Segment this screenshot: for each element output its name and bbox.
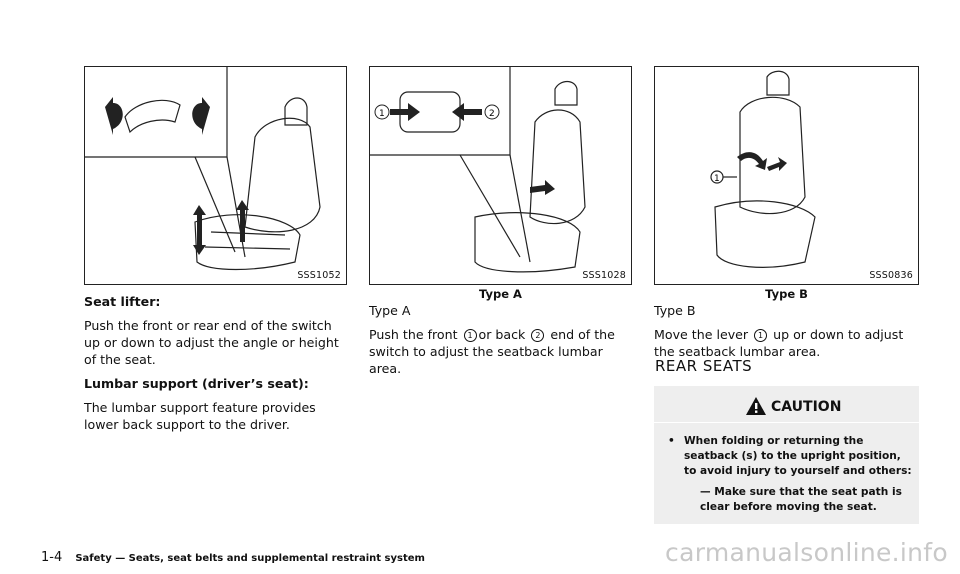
bullet-text: When folding or returning the seatback (s) to the upright position, to avoid injury to yourself and others: [684,435,912,477]
figure-code: SSS0836 [869,270,913,281]
marker-1: 1 [754,329,767,342]
bullet-item [668,434,912,479]
lumbar-text: The lumbar support feature provides lower back support to the driver. [84,400,316,432]
figure-code: SSS1052 [297,270,341,281]
seat-lifter-heading: Seat lifter: [84,294,161,309]
instruction-part: end of the switch to adjust the seatback lumbar area. [369,327,615,376]
figure-lumbar-type-b [654,66,919,285]
column-1-text [84,293,350,440]
lumbar-type-a-illustration [370,67,632,285]
type-a-instructions [369,326,635,377]
section-heading: REAR SEATS [655,357,753,375]
figure-lumbar-type-a [369,66,632,285]
bullet-dot: • [668,435,675,447]
type-label: Type B [654,303,696,318]
column-2-text [369,302,635,384]
instruction-part: or back [478,327,526,342]
instruction-part: up or down to adjust the seatback lumbar area. [654,327,904,359]
page-footer [41,546,425,565]
sub-bullet: — Make sure that the seat path is clear before moving the seat. [700,486,902,513]
svg-text:1: 1 [379,109,385,119]
caution-header [654,386,919,423]
svg-text:2: 2 [489,109,495,119]
watermark: carmanualsonline.info [665,538,948,567]
instruction-part: Move the lever [654,327,749,342]
caution-body [668,434,912,515]
instruction-part: Push the front [369,327,458,342]
lumbar-heading: Lumbar support (driver’s seat): [84,376,309,391]
figure-caption: Type B [765,287,808,301]
figure-caption: Type A [479,287,522,301]
caution-box [654,386,919,524]
marker-2: 2 [531,329,544,342]
figure-seat-lifter [84,66,347,285]
lumbar-type-b-illustration [655,67,919,285]
type-b-instructions [654,326,922,360]
seat-lifter-illustration [85,67,347,285]
type-label: Type A [369,303,411,318]
caution-title: CAUTION [771,399,842,415]
warning-icon [745,396,767,416]
footer-title: Safety — Seats, seat belts and supplemental restraint system [75,553,425,564]
page-number: 1-4 [41,550,63,565]
seat-lifter-text: Push the front or rear end of the switch up or down to adjust the angle or height of the seat. [84,318,339,367]
marker-1: 1 [464,329,477,342]
figure-code: SSS1028 [582,270,626,281]
svg-text:1: 1 [714,174,720,184]
